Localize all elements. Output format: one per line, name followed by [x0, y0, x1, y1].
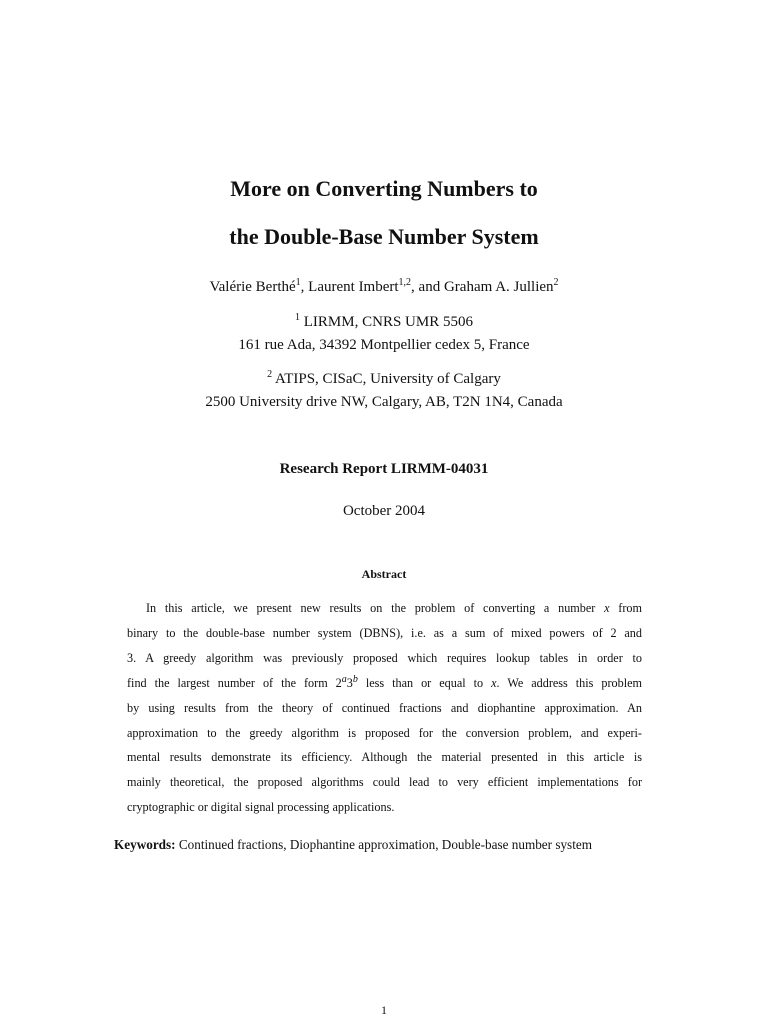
abstract-body — [127, 596, 642, 820]
keywords-text: Continued fractions, Diophantine approximation, Double-base number system — [178, 837, 592, 852]
author-2-affiliation-marker: 1,2 — [398, 277, 412, 288]
author-1-name: Valérie Berthé — [209, 279, 296, 295]
author-list: Valérie Berthé$^1$, Laurent Imbert$^{1,2}$, and Graham A. Jullien$^2$ — [209, 277, 559, 295]
affiliation-1-line-1 — [0, 312, 768, 330]
keywords — [114, 837, 592, 853]
abstract-heading: Abstract — [361, 567, 407, 581]
report-date: October 2004 — [342, 503, 426, 519]
affiliation-1-address: 161 rue Ada, 34392 Montpellier cedex 5, France — [238, 337, 530, 353]
affiliation-2-line-1 — [0, 369, 768, 387]
affiliation-1-marker: 1 — [295, 312, 301, 323]
report-number: Research Report LIRMM-04031 — [279, 461, 489, 477]
abstract-line-3: 3. A greedy algorithm was previously proposed which requires lookup tables in order to — [127, 650, 642, 665]
affiliation-1-institution: LIRMM, CNRS UMR 5506 — [303, 314, 473, 330]
author-3-name: , and Graham A. Jullien — [411, 279, 554, 295]
page-number: 1 — [381, 1003, 387, 1017]
abstract-line-8: mainly theoretical, the proposed algorithms could lead to very efficient implementations for — [127, 775, 642, 790]
author-3-affiliation-marker: 2 — [553, 277, 559, 288]
abstract-line-5: by using results from the theory of continued fractions and diophantine approximation. An — [127, 700, 642, 715]
title-line-1: More on Converting Numbers to — [230, 176, 538, 201]
author-2-name: Laurent Imbert — [308, 279, 399, 295]
abstract-line-4: find the largest number of the form 2$^a$3$^b$ less than or equal to x. We address this problem — [127, 673, 642, 690]
abstract-line-1: In this article, we present new results on the problem of converting a number x from — [146, 601, 642, 615]
keywords-label: Keywords: — [114, 837, 176, 852]
affiliation-2-marker: 2 — [267, 369, 273, 380]
author-1-affiliation-marker: 1 — [295, 277, 301, 288]
abstract-line-2: binary to the double-base number system (DBNS), i.e. as a sum of mixed powers of 2 and — [127, 625, 642, 640]
affiliation-2-address: 2500 University drive NW, Calgary, AB, T2N 1N4, Canada — [205, 394, 563, 410]
affiliation-2-institution: ATIPS, CISaC, University of Calgary — [275, 371, 501, 387]
abstract-line-9: cryptographic or digital signal processing applications. — [127, 800, 395, 815]
title-line-2: the Double-Base Number System — [229, 224, 539, 249]
abstract-line-6: approximation to the greedy algorithm is proposed for the conversion problem, and experi- — [127, 725, 642, 740]
abstract-line-7: mental results demonstrate its efficiency. Although the material presented in this article is — [127, 750, 642, 765]
